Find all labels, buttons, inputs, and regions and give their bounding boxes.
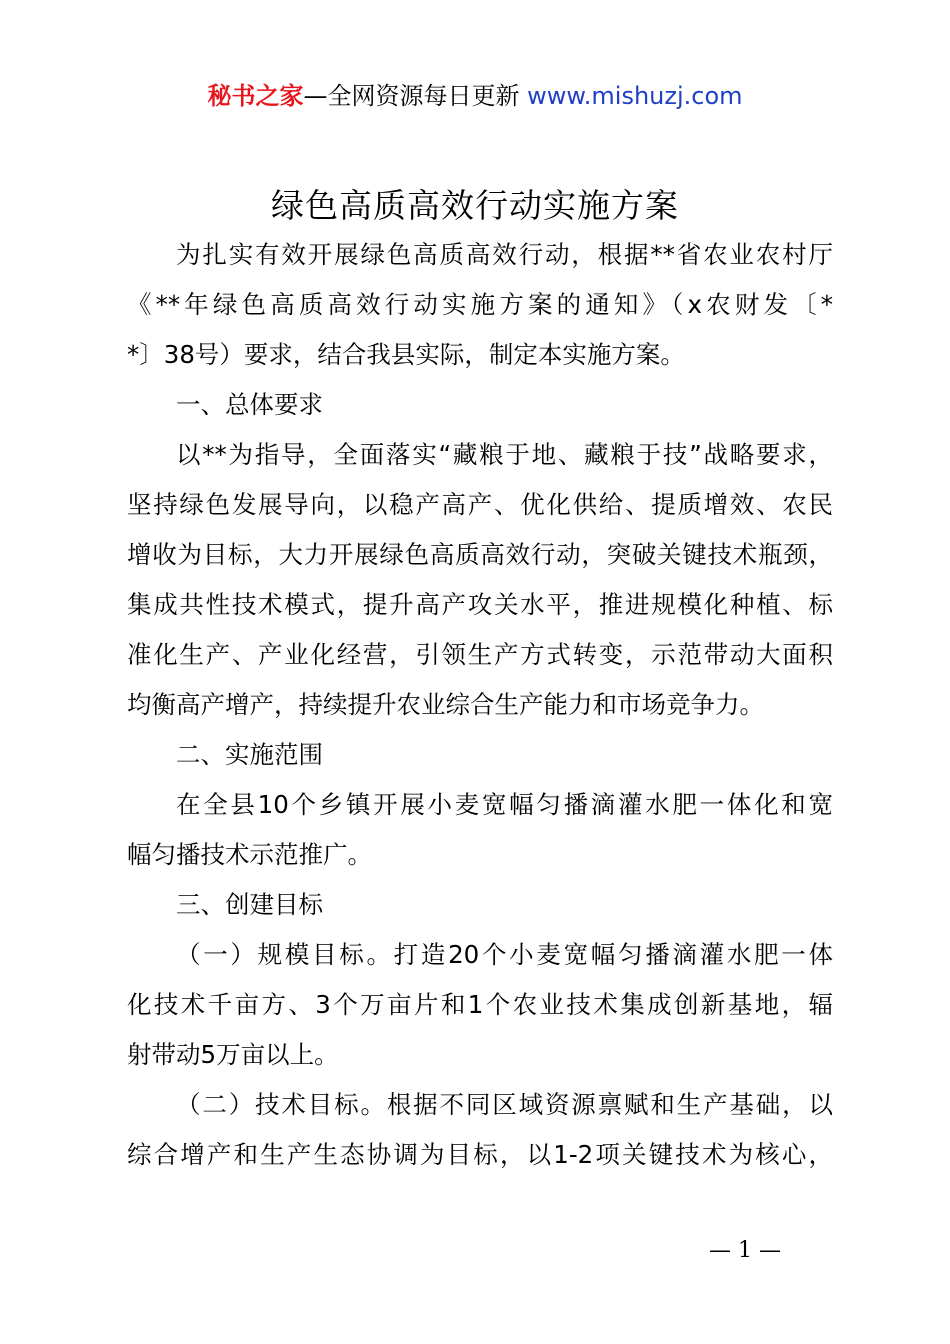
paragraph-line: 以**为指导，全面落实“藏粮于地、藏粮于技”战略要求， bbox=[176, 440, 833, 469]
brand-name: 秘书之家 bbox=[207, 82, 304, 110]
site-url-link[interactable]: www.mishuzj.com bbox=[527, 82, 743, 110]
paragraph-line: *〕38号）要求，结合我县实际，制定本实施方案。 bbox=[127, 340, 685, 369]
document-body bbox=[127, 230, 833, 1180]
paragraph-line: （一）规模目标。打造20个小麦宽幅匀播滴灌水肥一体 bbox=[176, 940, 833, 969]
document-title: 绿色高质高效行动实施方案 bbox=[271, 186, 679, 225]
page-number: — 1 — bbox=[709, 1238, 781, 1263]
paragraph-line: 《**年绿色高质高效行动实施方案的通知》（x农财发〔* bbox=[127, 290, 833, 319]
paragraph-line: 坚持绿色发展导向，以稳产高产、优化供给、提质增效、农民 bbox=[127, 490, 833, 519]
section-heading: 三、创建目标 bbox=[176, 890, 323, 919]
paragraph-line: 化技术千亩方、3个万亩片和1个农业技术集成创新基地，辐 bbox=[127, 990, 833, 1019]
section-heading: 二、实施范围 bbox=[176, 740, 323, 769]
paragraph-line: 准化生产、产业化经营，引领生产方式转变，示范带动大面积 bbox=[127, 640, 833, 669]
paragraph-line: 在全县10个乡镇开展小麦宽幅匀播滴灌水肥一体化和宽 bbox=[176, 790, 833, 819]
paragraph-line: 综合增产和生产生态协调为目标，以1-2项关键技术为核心， bbox=[127, 1140, 833, 1169]
paragraph-line: 均衡高产增产，持续提升农业综合生产能力和市场竞争力。 bbox=[127, 690, 764, 719]
site-header bbox=[0, 78, 950, 114]
paragraph-line: 增收为目标，大力开展绿色高质高效行动，突破关键技术瓶颈， bbox=[127, 540, 833, 569]
paragraph-line: 集成共性技术模式，提升高产攻关水平，推进规模化种植、标 bbox=[127, 590, 833, 619]
header-tagline: —全网资源每日更新 bbox=[303, 82, 528, 110]
paragraph-line: 为扎实有效开展绿色高质高效行动，根据**省农业农村厅 bbox=[176, 240, 833, 269]
paragraph-line: 幅匀播技术示范推广。 bbox=[127, 840, 372, 869]
paragraph-line: （二）技术目标。根据不同区域资源禀赋和生产基础，以 bbox=[176, 1090, 833, 1119]
section-heading: 一、总体要求 bbox=[176, 390, 323, 419]
paragraph-line: 射带动5万亩以上。 bbox=[127, 1040, 339, 1069]
